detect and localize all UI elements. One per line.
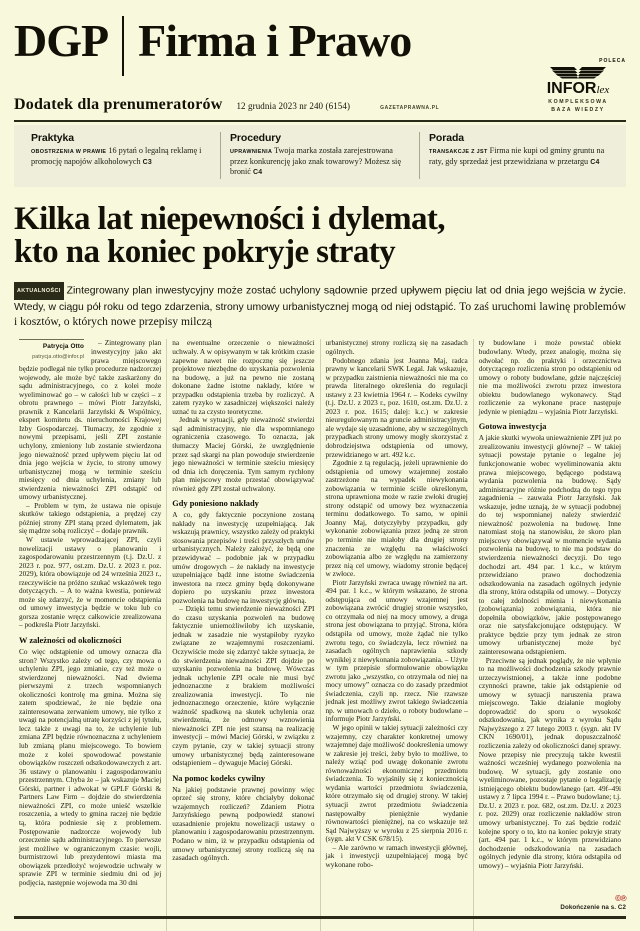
infor-logo[interactable]: [530, 58, 626, 114]
teaser-page: C4: [252, 169, 263, 177]
paragraph: urbanistycznej strony rozliczą się na zasadach ogólnych.: [325, 339, 468, 356]
article-column: [14, 339, 166, 931]
teaser-kicker: OBOSTRZENIA W PRAWIE: [31, 149, 107, 155]
teaser-item[interactable]: [419, 132, 618, 179]
teaser-body: [230, 146, 410, 179]
paragraph: – Zintegrowany plan inwestycyjny jako akt prawa miejscowego będzie podlegał nie tylko procedurze nadzorczej wojewody, ale może być także zaskarżony do sądu administracyjnego, co z kolei może wyeliminować go – w całości lub w części – z obrotu prawnego – mówi Piotr Jarzyński, prawnik z Kancelarii Jarzyński & Wspólnicy, ekspert komitetu ds. nieruchomości Krajowej Izby Gospodarczej. Tłumaczy, że zgodnie z nowymi przepisami, jeśli ZPI zostanie uchylony, zmieniony lub zostanie stwierdzona jego nieważność przed upływem pięciu lat od dnia jego wejścia w życie, to strony umowy urbanistycznej mogą w terminie sześciu miesięcy od dnia uchylenia, zmiany lub stwierdzenia nieważności ZPI odstąpić od umowy urbanistycznej.: [19, 339, 162, 502]
continuation-note: Dokończenie na s. C2: [560, 904, 626, 911]
footer-inner: [14, 895, 626, 911]
byline-author: Patrycja Otto: [42, 343, 84, 351]
paragraph: Na jakiej podstawie prawnej powinny więc oprzeć się strony, które chciałyby dokonać wzajemnych rozliczeń? Zdaniem Piotra Jarzyńskiego pewną podpowiedź stanowi uzasadnienie projektu nowelizacji ustawy o planowaniu i zagospodarowaniu przestrzennym. Podano w nim, iż w przypadku odstąpienia od umowy urbanistycznej strony rozliczą się na zasadach ogólnych.: [172, 784, 315, 863]
infor-lex: lex: [596, 84, 610, 96]
article-column: [473, 339, 626, 931]
paragraph: Co więc odstąpienie od umowy oznacza dla stron? Wszystko zależy od tego, czy mowa o uchyleniu ZPI, jego zmianie, czy też może o stwierdzonej nieważności. Nad dwiema pierwszymi z trzech wspomnianych okoliczności kontrolę ma gmina. Można się zatem spodziewać, że nie będzie ona zainteresowana zerwaniem umowy, nie tylko z uwagi na potencjalną utratę korzyści z jej tytułu, lecz także z uwagi na to, że uchylenie lub zmiana ZPI będzie równoznaczna z uchyleniem lub zmianą planu miejscowego. To bowiem może z kolei spowodować powstanie obowiązków roszczeń odszkodowawczych z art. 36 ustawy o planowaniu i zagospodarowaniu przestrzennym. Chyba że – jak wskazuje Maciej Górski, partner i adwokat w GPLF Górski & Partners Law Firm – dojdzie do stwierdzenia nieważności ZPI, co może unieść wszelkie roszczenia, a wtedy to gmina raczej nie będzie tą, która podniesie się z problemem. Postępowanie nadzorcze wojewody lub orzeczenie sądu administracyjnego. To pierwsze jest możliwe w ograniczonym czasie: wojli, burmistrzowi lub prezydentowi miasta ma obowiązek przedłożyć wojewodzie uchwały w sprawie ZPI w terminie siedmiu dni od jej podjęcia, następnie wojewoda ma 30 dni: [19, 647, 162, 887]
teaser-text: Twoja marka została zarejestrowana przez konkurencję jako znak towarowy? Możesz się bronić: [230, 146, 401, 177]
paragraph: Przeciwne są jednak poglądy, że nie wpłynie to na możliwości dochodzenia szkody prawnie urzeczywistnionej, a także inne podobne czynności prawne, takie jak odstąpienie od umowy w sytuacji naruszenia prawa miejscowego. Takie działanie mogłoby doprowadzić do sporu o wysokość odszkodowania, jak wynika z wyroku Sądu Najwyższego z 27 lutego 2003 r. (sygn. akt IV CKN 1690/01), jednak dopuszczalność rozliczenia zależy od okoliczności danej sprawy. Nowe przepisy nie precyzują także kwestii ważności wcześniej wydanego pozwolenia na budowę. W sytuacji, gdy zostanie ono wyeliminowane, pozostaje pytanie o legalizację istniejącego obiektu budowlanego (art. 49f–49i ustawy z 7 lipca 1994 r. – Prawo budowlane; t.j. Dz.U. z 2023 r. poz. 682, ost.zm. Dz.U. z 2023 r. poz. 2029) oraz rozliczenie nakładów stron umowy urbanistycznej. To zaś będzie rodzić kolejne spory o to, kto na koniec pokryje straty (art. 494 par. 1 k.c., w którym przewidziano dochodzenie odszkodowania na zasadach ogólnych jedynie dla strony, która odstąpiła od umowy) – wyjaśnia Piotr Jarzyński.: [478, 655, 621, 870]
infor-wordmark: [530, 81, 626, 98]
poleca-label: POLECA: [599, 58, 626, 64]
headline-line-2: kto na koniec pokryje straty: [14, 233, 396, 270]
issue-dateline: 12 grudnia 2023 nr 240 (6154): [236, 101, 351, 111]
teaser-item[interactable]: [22, 132, 220, 179]
paragraph: ty budowlane i może powstać obiekt budowlany. Wtedy, przez analogię, można się odwołać np. do praktyki i orzecznictwa dotyczącego rozliczenia stron po odstąpieniu od umowy o roboty budowlane, gdzie najczęściej nie ma możliwości zwrotu przez inwestora obiektu budowlanego wykonawcy. Stąd rozliczenie za wykonane prace następuje jedynie w pieniądzu – wyjaśnia Piotr Jarzyński.: [478, 339, 621, 416]
lead-tail-text: To zaś uruchomi lawinę problemów i kosztów, o których nowe przepisy milczą: [14, 299, 627, 329]
teaser-title: Porada: [429, 132, 464, 144]
infor-tagline-1: KOMPLEKSOWA: [548, 99, 608, 105]
byline: [19, 339, 91, 362]
teaser-kicker: UPRAWNIENIA: [230, 149, 273, 155]
teaser-title: Procedury: [230, 132, 282, 144]
subheading: Gdy poniesiono nakłady: [172, 499, 259, 509]
paragraph: Zgodnie z tą regulacją, jeżeli uprawnienie do odstąpienia od umowy wzajemnej zostało zastrzeżone na wypadek niewykonania zobowiązania w terminie ściśle określonym, strona uprawniona może w razie zwłoki drugiej strony odstąpić od umowy bez wyznaczenia terminu dodatkowego. To samo, w opinii Joanny Maj, dotyczyłyby przypadku, gdy wykonanie zobowiązania przez jedną ze stron po terminie nie miałoby dla drugiej strony znaczenia ze względu na właściwości zobowiązania albo ze względu na zamierzony przez nią cel umowy, wiadomy stronie będącej w zwłoce.: [325, 458, 468, 579]
paragraph: – Problem w tym, że ustawa nie opisuje skutków takiego odstąpienia, a prędzej czy później strony ZPI staną przed dylematem, jak się mądrze sobą rozliczyć – dodaje prawnik.: [19, 500, 162, 536]
category-badge[interactable]: AKTUALNOŚCI: [14, 282, 64, 300]
brand-logo[interactable]: DGP: [14, 15, 109, 66]
supplement-label: Dodatek dla prenumeratorów: [14, 96, 223, 113]
article-body: [14, 339, 626, 931]
teaser-body: [429, 146, 609, 168]
section-title: Firma i Prawo: [138, 15, 412, 66]
paragraph: W ustawie wprowadzającej ZPI, czyli nowelizacji ustawy o planowaniu i zagospodarowaniu przestrzennym (t.j. Dz.U. z 2023 r. poz. 977, ost.zm. Dz.U. z 2023 r. poz. 2029), która obowiązuje od 24 września 2023 r., rzeczywiście na próżno szukać wskazówek tego dotyczących. – A to ważna kwestia, ponieważ może się zdarzyć, że w momencie odstąpienia od umowy inwestycja będzie w toku lub co gorsza zostanie wręcz całkowicie zrealizowana – podkreśla Piotr Jarzyński.: [19, 535, 162, 630]
teaser-text: 16 pytań o legalną reklamę i promocję napojów alkoholowych: [31, 146, 202, 167]
article-column: [166, 339, 319, 931]
copyright-mark: ©℗: [615, 894, 626, 903]
lead-bold-text: Zintegrowany plan inwestycyjny może zostać uchylony sądownie przed upływem pięciu lat od dnia jego wejścia w życie. Wtedy, w ciągu pół roku od tego zdarzenia, strony umowy urbanistycznej mogą od niej odstąpić.: [14, 285, 626, 313]
paragraph: Jednak w sytuacji, gdy nieważność stwierdzi sąd administracyjny, nie dla wspomnianego ograniczenia czasowego. To oznacza, jak tłumaczy Maciej Górski, że uwzględnienie przez sąd skargi na plan powoduje stwierdzenie jego nieważności w terminie sześciu miesięcy od dnia ich doręczenia. Tym samym rychłony plan miejscowy może przestać obowiązywać również gdy ZPI został uchwalony.: [172, 415, 315, 493]
subheading: Na pomoc kodeks cywilny: [172, 773, 266, 783]
infor-wing-icon: [548, 65, 608, 81]
article-headline: [14, 200, 626, 270]
teaser-page: C3: [142, 159, 153, 167]
paragraph: A jakie skutki wywoła unieważnienie ZPI już po zrealizowaniu inwestycji głównej? – W takiej sytuacji powstaje pytanie o legalne jej funkcjonowanie wobec wyeliminowania aktu prawa miejscowego, będącego podstawą wydania pozwolenia na budowę. Sądy administracyjne różnie podchodzą do tego typu zagadnienia – zauważa Piotr Jarzyński. Jak wskazuje, jedne uznają, że w sytuacji podobnej do tej wspomnianej należy stwierdzić nieważność pozwolenia na budowę. Inne natomiast stoją na stanowisku, że skoro plan miejscowy obowiązywał w momencie wydania pozwolenia na budowę, to nie ma podstaw do stwierdzenia nieważności decyzji. Do tego dochodzi art. 494 par. 1 k.c., w którym przewidziano prawo dochodzenia odszkodowania na zasadach ogólnych jedynie dla strony, która odstąpiła od umowy. – Dotyczy to całej zdolności mienia i niewykonania (zobowiązania) zobowiązania, która nie dopełniła obowiązków, jakie postępowanego oraz nie satysfakcjonujące odstępujący. W praktyce będzie przy tym jednak ze stron umowy urbanistycznej może być zainteresowana odstąpieniem.: [478, 433, 621, 657]
footer-rule: [14, 916, 626, 919]
site-url: GAZETAPRAWNA.PL: [380, 105, 440, 111]
infor-name: INFOR: [546, 80, 597, 97]
infor-tagline-2: BAZA WIEDZY: [551, 107, 605, 113]
paragraph: Piotr Jarzyński zwraca uwagę również na art. 494 par. 1 k.c., w którym wskazano, że strona odstępująca od umowy wzajemnej jest zobowiązana zwrócić drugiej stronie wszystko, co otrzymała od niej na mocy umowy, a druga strona jest obowiązana to przyjąć. Strona, która odstąpiła od umowy, może żądać nie tylko zwrotu tego, co świadczyła, lecz również na zasadach ogólnych naprawienia szkody wynikłej z niewykonania zobowiązania. – Użyte w tym przepisie sformułowanie obowiązku zwrotu jako „wszystko, co otrzymała od niej na mocy umowy” oznacza co do zasady przedmiot świadczenia, czyli np. rzecz. Nie rzawsze jednak jest możliwy zwrot takiego świadczenia np. w umowach o dzieło, o roboty budowlane – informuje Piotr Jarzyński.: [325, 577, 468, 724]
paragraph: Podobnego zdania jest Joanna Maj, radca prawny w kancelarii SWK Legal. Jak wskazuje, w przypadku zaistnienia nieważności nie ma co prawda literalnego określenia do regulacji ustawy z 23 kwietnia 1964 r. – Kodeks cywilny (t.j. Dz.U. z 2023 r., poz. 1610, ost.zm. Dz.U. z 2023 r. poz. 1615; dalej: k.c.) w zakresie nieuregulowanym na gruncie administracyjnym, ale wydaje się uzasadnione, aby w szczególnych przypadkach strony umowy mogły skorzystać z dobrodziejstwa odstąpienia od umowy, przewidzianego w art. 492 k.c.: [325, 355, 468, 459]
paragraph: A co, gdy faktycznie poczynione zostaną nakłady na inwestycję uzupełniającą. Jak wskazują prawnicy, wszystko zależy od praktyki stosowania przepisów i treści przyszłych umów urbanistycznych. Należy założyć, że będą one przewidywać – podobnie jak w przypadku umów drogowych – że nakłady na inwestycje uzupełniające bądź inne istotne świadczenia inwestora na rzecz gminy będą dokonywane dopiero po uzyskaniu przez inwestora pozwolenia na budowę na inwestycję główną.: [172, 510, 315, 605]
paragraph: na ewentualne orzeczenie o nieważności uchwały. A w opisywanym w tak krótkim czasie zapewne nawet nie rozpocznę się jeszcze projektowe niezbędne do uzyskania pozwolenia na budowę, a już na pewno nie zostaną dokonane żadne istotne nakłady, które w przypadku odstąpienia trzeba by rozliczyć. A zatem ryzyko w zasadniczej większości należy uznać tu za czysto teoretyczne.: [172, 339, 315, 416]
teaser-page: C4: [590, 159, 600, 167]
teaser-band: [14, 125, 626, 187]
byline-email[interactable]: patrycja.otto@infor.pl: [32, 354, 84, 361]
paragraph: – Ale zarówno w ramach inwestycji głównej, jak i inwestycji uzupełniającej mogą być wykonane robo-: [325, 842, 468, 869]
article-column: [320, 339, 473, 931]
subheading: Gotowa inwestycja: [478, 422, 547, 432]
teaser-item[interactable]: [220, 132, 419, 179]
teaser-title: Praktyka: [31, 132, 74, 144]
masthead-bottom-rule: [14, 120, 626, 122]
page-footer: [14, 895, 626, 919]
masthead-divider: [122, 16, 124, 76]
article-lead: [14, 282, 626, 331]
paragraph: W jego opinii w takiej sytuacji zależności czy wzajemny, czy charakter konkretnej umowy wzajemnej daje możliwość dookreślenia umowy w zakresie jej treści, żeby było to możliwe, to należy wziąć pod uwagę dokonanie zwrotu równoważności ekonomicznej przedmiotu świadczenia. To wyjaśniły się z koniecznością wydania wartości przedmiotu świadczenia, które otrzymało się od drugiej strony. W takiej sytuacji zwrot przedmiotu świadczenia następowałby pieniężnie wydanie równowartości pieniężnej, na co wskazuje też Sąd Najwyższy w wyroku z 25 sierpnia 2016 r. (sygn. akt V CSK 678/15).: [325, 723, 468, 844]
teaser-kicker: TRANSAKCJE Z JST: [429, 149, 488, 155]
paragraph: – Dzięki temu stwierdzenie nieważności ZPI do czasu uzyskania pozwoleń na budowę faktycznie uniemożliwiłoby ich uzyskanie, jednak w zasadzie nie wystąpiłoby ryzyko związane ze wzajemnymi roszczeniami. Oczywiście może się zdarzyć także sytuacja, że do stwierdzenia nieważności ZPI dojdzie po uzyskaniu pozwolenia na budowę. Wówczas jednak uchylenie ZPI ocale nie musi być jednoznaczne z brakiem możliwości zrealizowania inwestycji. To nie jednoznacznego orzeczenie, które wyłącznie ważność spadkową na skutek uchylenia oraz stwierdzenia, że odmowy wznowienia nieważności ZPI nie jest szansą na realizację inwestycji – mówi Maciej Górski, w związku z czym pytanie, czy w takiej sytuacji strony umowy urbanistycznej będą zainteresowane odstąpieniem – dywaguje Maciej Górski.: [172, 604, 315, 768]
teaser-body: [31, 146, 211, 168]
teaser-text: Firma nie kupi od gminy gruntu na raty, gdy sprzedaż jest przewidziana w przetargu: [429, 146, 605, 167]
headline-line-1: Kilka lat niepewności i dylemat,: [14, 200, 445, 237]
subheading: W zależności od okoliczności: [19, 636, 122, 646]
byline-rule: [19, 339, 84, 340]
